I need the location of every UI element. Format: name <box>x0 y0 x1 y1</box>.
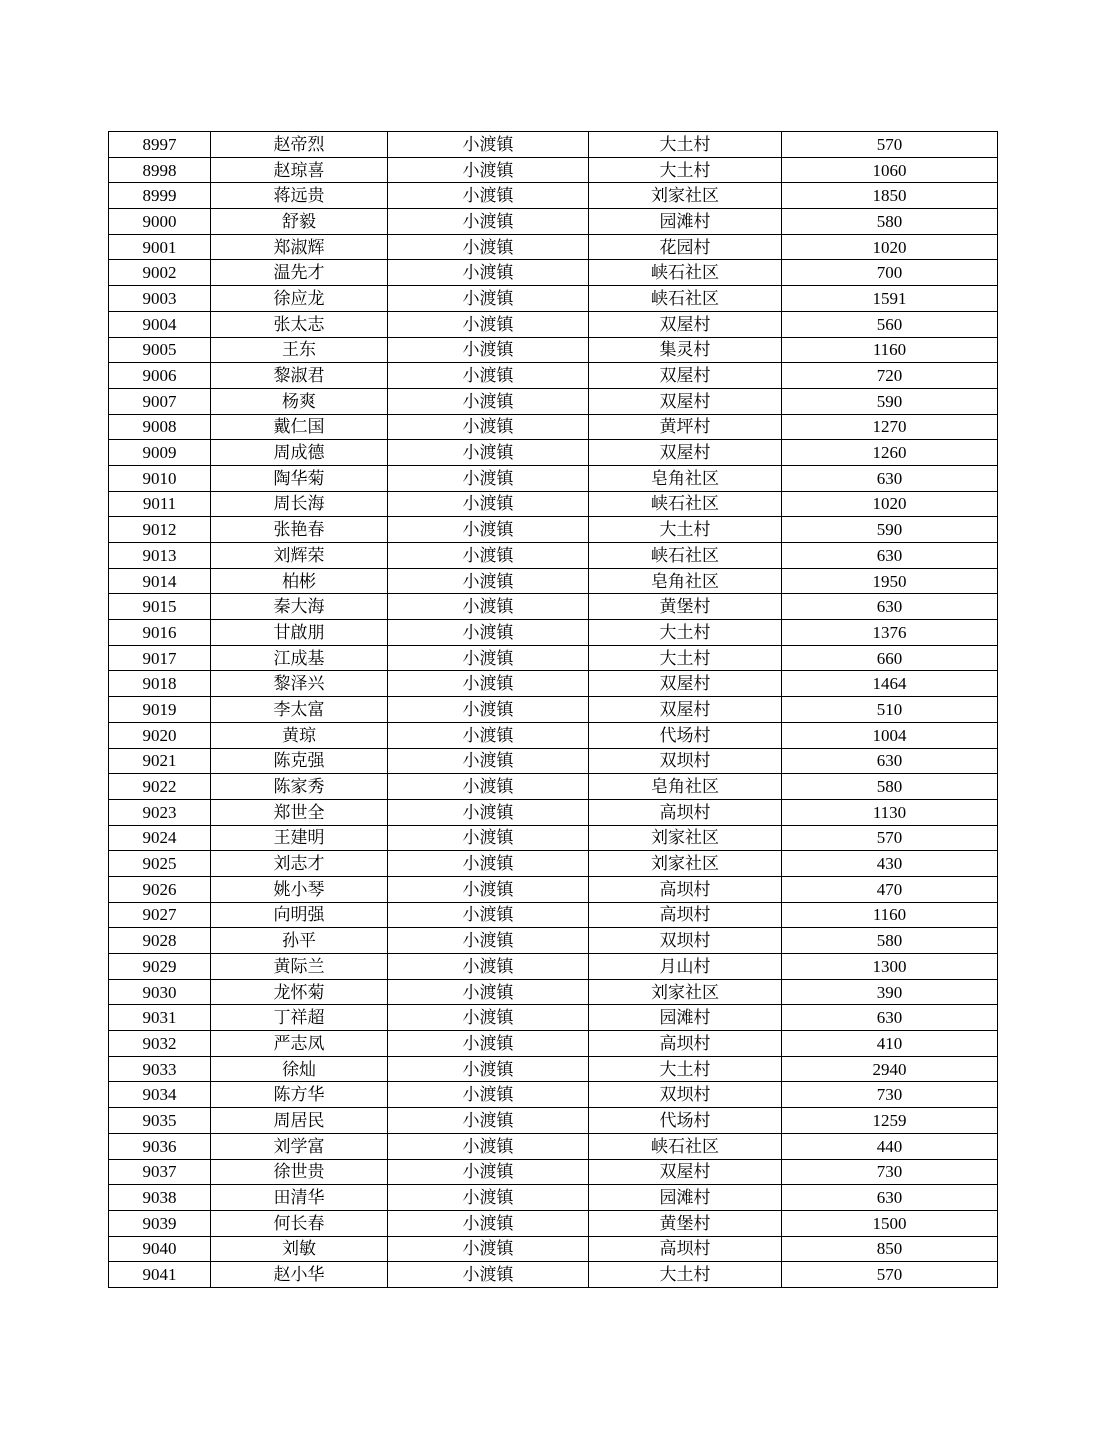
cell-village: 双屋村 <box>589 388 782 414</box>
cell-amount: 580 <box>782 209 998 235</box>
cell-amount: 590 <box>782 517 998 543</box>
cell-village: 双坝村 <box>589 748 782 774</box>
cell-name: 徐应龙 <box>211 286 388 312</box>
table-row <box>109 311 998 337</box>
table-row <box>109 722 998 748</box>
cell-town: 小渡镇 <box>388 543 589 569</box>
table-row <box>109 902 998 928</box>
cell-amount: 630 <box>782 1005 998 1031</box>
cell-village: 双坝村 <box>589 928 782 954</box>
cell-name: 刘敏 <box>211 1236 388 1262</box>
cell-name: 周居民 <box>211 1108 388 1134</box>
cell-town: 小渡镇 <box>388 697 589 723</box>
cell-town: 小渡镇 <box>388 671 589 697</box>
cell-village: 高坝村 <box>589 876 782 902</box>
cell-town: 小渡镇 <box>388 851 589 877</box>
table-row <box>109 517 998 543</box>
cell-town: 小渡镇 <box>388 979 589 1005</box>
cell-name: 周成德 <box>211 440 388 466</box>
cell-amount: 570 <box>782 825 998 851</box>
cell-village: 皂角社区 <box>589 465 782 491</box>
table-row <box>109 1031 998 1057</box>
cell-town: 小渡镇 <box>388 363 589 389</box>
cell-town: 小渡镇 <box>388 337 589 363</box>
cell-amount: 590 <box>782 388 998 414</box>
cell-amount: 700 <box>782 260 998 286</box>
cell-name: 江成基 <box>211 645 388 671</box>
table-row <box>109 851 998 877</box>
cell-id: 9010 <box>109 465 211 491</box>
cell-village: 双屋村 <box>589 363 782 389</box>
cell-town: 小渡镇 <box>388 286 589 312</box>
cell-village: 黄坪村 <box>589 414 782 440</box>
cell-village: 高坝村 <box>589 799 782 825</box>
table-row <box>109 876 998 902</box>
cell-amount: 1060 <box>782 157 998 183</box>
cell-village: 大土村 <box>589 645 782 671</box>
table-row <box>109 594 998 620</box>
cell-town: 小渡镇 <box>388 260 589 286</box>
cell-name: 柏彬 <box>211 568 388 594</box>
cell-name: 何长春 <box>211 1210 388 1236</box>
cell-name: 王建明 <box>211 825 388 851</box>
cell-amount: 660 <box>782 645 998 671</box>
table-row <box>109 157 998 183</box>
cell-amount: 1260 <box>782 440 998 466</box>
table-row <box>109 1159 998 1185</box>
cell-village: 双屋村 <box>589 671 782 697</box>
cell-town: 小渡镇 <box>388 645 589 671</box>
table-row <box>109 671 998 697</box>
cell-amount: 1020 <box>782 491 998 517</box>
cell-name: 丁祥超 <box>211 1005 388 1031</box>
cell-village: 园滩村 <box>589 1185 782 1211</box>
cell-village: 月山村 <box>589 954 782 980</box>
cell-village: 双坝村 <box>589 1082 782 1108</box>
cell-village: 花园村 <box>589 234 782 260</box>
cell-id: 9023 <box>109 799 211 825</box>
cell-amount: 1259 <box>782 1108 998 1134</box>
cell-amount: 1020 <box>782 234 998 260</box>
cell-id: 9014 <box>109 568 211 594</box>
cell-id: 9029 <box>109 954 211 980</box>
table-row <box>109 1056 998 1082</box>
cell-name: 赵帝烈 <box>211 132 388 158</box>
cell-id: 9024 <box>109 825 211 851</box>
table-row <box>109 363 998 389</box>
cell-village: 大土村 <box>589 132 782 158</box>
cell-name: 郑世全 <box>211 799 388 825</box>
cell-town: 小渡镇 <box>388 1133 589 1159</box>
cell-town: 小渡镇 <box>388 876 589 902</box>
cell-village: 双屋村 <box>589 311 782 337</box>
table-row <box>109 465 998 491</box>
cell-amount: 1270 <box>782 414 998 440</box>
cell-amount: 630 <box>782 1185 998 1211</box>
cell-name: 郑淑辉 <box>211 234 388 260</box>
cell-name: 徐世贵 <box>211 1159 388 1185</box>
table-row <box>109 568 998 594</box>
cell-amount: 630 <box>782 594 998 620</box>
cell-town: 小渡镇 <box>388 1056 589 1082</box>
cell-village: 高坝村 <box>589 902 782 928</box>
cell-town: 小渡镇 <box>388 825 589 851</box>
cell-amount: 1160 <box>782 337 998 363</box>
table-row <box>109 1133 998 1159</box>
cell-id: 8998 <box>109 157 211 183</box>
table-row <box>109 697 998 723</box>
cell-amount: 570 <box>782 132 998 158</box>
cell-name: 陈克强 <box>211 748 388 774</box>
cell-town: 小渡镇 <box>388 465 589 491</box>
cell-town: 小渡镇 <box>388 132 589 158</box>
table-row <box>109 620 998 646</box>
cell-name: 龙怀菊 <box>211 979 388 1005</box>
table-row <box>109 1005 998 1031</box>
cell-amount: 1850 <box>782 183 998 209</box>
cell-id: 9035 <box>109 1108 211 1134</box>
cell-id: 9011 <box>109 491 211 517</box>
cell-village: 大土村 <box>589 620 782 646</box>
cell-village: 刘家社区 <box>589 183 782 209</box>
cell-amount: 1300 <box>782 954 998 980</box>
cell-amount: 570 <box>782 1262 998 1288</box>
cell-town: 小渡镇 <box>388 1108 589 1134</box>
cell-amount: 580 <box>782 928 998 954</box>
cell-town: 小渡镇 <box>388 799 589 825</box>
cell-name: 黄际兰 <box>211 954 388 980</box>
records-table-body <box>109 132 998 1288</box>
cell-town: 小渡镇 <box>388 209 589 235</box>
cell-town: 小渡镇 <box>388 1236 589 1262</box>
cell-amount: 1950 <box>782 568 998 594</box>
cell-village: 双屋村 <box>589 697 782 723</box>
table-row <box>109 979 998 1005</box>
cell-village: 黄堡村 <box>589 1210 782 1236</box>
cell-village: 代场村 <box>589 722 782 748</box>
cell-village: 大土村 <box>589 1262 782 1288</box>
records-table <box>108 131 998 1288</box>
cell-town: 小渡镇 <box>388 774 589 800</box>
table-row <box>109 260 998 286</box>
cell-id: 9002 <box>109 260 211 286</box>
cell-id: 9027 <box>109 902 211 928</box>
cell-id: 9021 <box>109 748 211 774</box>
cell-id: 9020 <box>109 722 211 748</box>
table-row <box>109 954 998 980</box>
table-row <box>109 543 998 569</box>
cell-name: 赵小华 <box>211 1262 388 1288</box>
cell-village: 峡石社区 <box>589 543 782 569</box>
cell-id: 9000 <box>109 209 211 235</box>
cell-name: 陈方华 <box>211 1082 388 1108</box>
cell-id: 9032 <box>109 1031 211 1057</box>
cell-name: 严志凤 <box>211 1031 388 1057</box>
cell-name: 刘志才 <box>211 851 388 877</box>
cell-id: 9031 <box>109 1005 211 1031</box>
cell-id: 9008 <box>109 414 211 440</box>
cell-town: 小渡镇 <box>388 1005 589 1031</box>
cell-name: 刘学富 <box>211 1133 388 1159</box>
cell-amount: 390 <box>782 979 998 1005</box>
cell-village: 大土村 <box>589 517 782 543</box>
table-row <box>109 183 998 209</box>
cell-id: 8997 <box>109 132 211 158</box>
table-row <box>109 799 998 825</box>
cell-amount: 630 <box>782 748 998 774</box>
cell-amount: 1004 <box>782 722 998 748</box>
table-row <box>109 234 998 260</box>
cell-id: 9009 <box>109 440 211 466</box>
table-row <box>109 209 998 235</box>
cell-name: 秦大海 <box>211 594 388 620</box>
cell-amount: 730 <box>782 1082 998 1108</box>
cell-id: 9005 <box>109 337 211 363</box>
table-row <box>109 491 998 517</box>
cell-amount: 630 <box>782 465 998 491</box>
cell-id: 9003 <box>109 286 211 312</box>
cell-town: 小渡镇 <box>388 1210 589 1236</box>
table-row <box>109 1262 998 1288</box>
cell-id: 9033 <box>109 1056 211 1082</box>
cell-id: 9038 <box>109 1185 211 1211</box>
cell-name: 黎淑君 <box>211 363 388 389</box>
cell-town: 小渡镇 <box>388 594 589 620</box>
cell-town: 小渡镇 <box>388 928 589 954</box>
cell-amount: 1376 <box>782 620 998 646</box>
cell-name: 黎泽兴 <box>211 671 388 697</box>
cell-village: 园滩村 <box>589 1005 782 1031</box>
table-row <box>109 1236 998 1262</box>
cell-amount: 510 <box>782 697 998 723</box>
cell-name: 张太志 <box>211 311 388 337</box>
cell-village: 峡石社区 <box>589 260 782 286</box>
cell-name: 杨爽 <box>211 388 388 414</box>
cell-village: 大土村 <box>589 1056 782 1082</box>
cell-id: 9004 <box>109 311 211 337</box>
cell-name: 刘辉荣 <box>211 543 388 569</box>
table-row <box>109 825 998 851</box>
cell-amount: 1591 <box>782 286 998 312</box>
cell-id: 9018 <box>109 671 211 697</box>
cell-id: 9025 <box>109 851 211 877</box>
table-row <box>109 748 998 774</box>
cell-amount: 1160 <box>782 902 998 928</box>
cell-id: 9001 <box>109 234 211 260</box>
cell-amount: 720 <box>782 363 998 389</box>
table-row <box>109 440 998 466</box>
cell-town: 小渡镇 <box>388 748 589 774</box>
table-row <box>109 1185 998 1211</box>
cell-town: 小渡镇 <box>388 620 589 646</box>
cell-id: 9037 <box>109 1159 211 1185</box>
cell-name: 陶华菊 <box>211 465 388 491</box>
table-row <box>109 928 998 954</box>
cell-name: 张艳春 <box>211 517 388 543</box>
cell-name: 徐灿 <box>211 1056 388 1082</box>
cell-amount: 1130 <box>782 799 998 825</box>
cell-village: 集灵村 <box>589 337 782 363</box>
cell-id: 9012 <box>109 517 211 543</box>
cell-id: 9016 <box>109 620 211 646</box>
cell-village: 双屋村 <box>589 1159 782 1185</box>
cell-town: 小渡镇 <box>388 414 589 440</box>
cell-village: 刘家社区 <box>589 979 782 1005</box>
cell-name: 赵琼喜 <box>211 157 388 183</box>
cell-name: 向明强 <box>211 902 388 928</box>
cell-town: 小渡镇 <box>388 157 589 183</box>
cell-town: 小渡镇 <box>388 440 589 466</box>
cell-id: 9015 <box>109 594 211 620</box>
cell-village: 皂角社区 <box>589 774 782 800</box>
cell-amount: 2940 <box>782 1056 998 1082</box>
cell-town: 小渡镇 <box>388 1262 589 1288</box>
cell-name: 孙平 <box>211 928 388 954</box>
cell-amount: 850 <box>782 1236 998 1262</box>
cell-amount: 1500 <box>782 1210 998 1236</box>
cell-village: 代场村 <box>589 1108 782 1134</box>
cell-name: 王东 <box>211 337 388 363</box>
cell-town: 小渡镇 <box>388 517 589 543</box>
cell-id: 9007 <box>109 388 211 414</box>
cell-id: 9017 <box>109 645 211 671</box>
cell-id: 9036 <box>109 1133 211 1159</box>
cell-id: 9034 <box>109 1082 211 1108</box>
cell-name: 温先才 <box>211 260 388 286</box>
cell-name: 戴仁国 <box>211 414 388 440</box>
cell-amount: 440 <box>782 1133 998 1159</box>
cell-town: 小渡镇 <box>388 1185 589 1211</box>
cell-village: 皂角社区 <box>589 568 782 594</box>
cell-name: 周长海 <box>211 491 388 517</box>
cell-town: 小渡镇 <box>388 1159 589 1185</box>
cell-town: 小渡镇 <box>388 568 589 594</box>
cell-village: 黄堡村 <box>589 594 782 620</box>
table-row <box>109 337 998 363</box>
cell-amount: 730 <box>782 1159 998 1185</box>
cell-town: 小渡镇 <box>388 491 589 517</box>
table-row <box>109 388 998 414</box>
cell-name: 黄琼 <box>211 722 388 748</box>
cell-id: 9026 <box>109 876 211 902</box>
cell-town: 小渡镇 <box>388 234 589 260</box>
cell-name: 姚小琴 <box>211 876 388 902</box>
records-table-container <box>108 131 998 1288</box>
cell-village: 峡石社区 <box>589 491 782 517</box>
cell-village: 高坝村 <box>589 1031 782 1057</box>
cell-id: 9041 <box>109 1262 211 1288</box>
cell-town: 小渡镇 <box>388 311 589 337</box>
cell-id: 9022 <box>109 774 211 800</box>
cell-name: 陈家秀 <box>211 774 388 800</box>
cell-town: 小渡镇 <box>388 722 589 748</box>
cell-name: 甘啟朋 <box>211 620 388 646</box>
table-row <box>109 286 998 312</box>
cell-name: 李太富 <box>211 697 388 723</box>
cell-amount: 470 <box>782 876 998 902</box>
cell-amount: 1464 <box>782 671 998 697</box>
cell-name: 田清华 <box>211 1185 388 1211</box>
cell-village: 园滩村 <box>589 209 782 235</box>
table-row <box>109 414 998 440</box>
cell-village: 双屋村 <box>589 440 782 466</box>
cell-name: 蒋远贵 <box>211 183 388 209</box>
cell-id: 9006 <box>109 363 211 389</box>
cell-amount: 580 <box>782 774 998 800</box>
cell-amount: 560 <box>782 311 998 337</box>
cell-name: 舒毅 <box>211 209 388 235</box>
cell-village: 大土村 <box>589 157 782 183</box>
cell-id: 9030 <box>109 979 211 1005</box>
cell-id: 9040 <box>109 1236 211 1262</box>
cell-town: 小渡镇 <box>388 1031 589 1057</box>
cell-town: 小渡镇 <box>388 902 589 928</box>
table-row <box>109 1082 998 1108</box>
cell-village: 峡石社区 <box>589 286 782 312</box>
cell-amount: 410 <box>782 1031 998 1057</box>
cell-town: 小渡镇 <box>388 954 589 980</box>
cell-id: 9013 <box>109 543 211 569</box>
table-row <box>109 1210 998 1236</box>
table-row <box>109 774 998 800</box>
cell-amount: 630 <box>782 543 998 569</box>
cell-town: 小渡镇 <box>388 1082 589 1108</box>
cell-village: 峡石社区 <box>589 1133 782 1159</box>
cell-town: 小渡镇 <box>388 388 589 414</box>
cell-id: 9028 <box>109 928 211 954</box>
cell-village: 刘家社区 <box>589 851 782 877</box>
table-row <box>109 645 998 671</box>
cell-village: 高坝村 <box>589 1236 782 1262</box>
table-row <box>109 1108 998 1134</box>
cell-town: 小渡镇 <box>388 183 589 209</box>
cell-id: 9019 <box>109 697 211 723</box>
cell-id: 9039 <box>109 1210 211 1236</box>
cell-village: 刘家社区 <box>589 825 782 851</box>
cell-amount: 430 <box>782 851 998 877</box>
table-row <box>109 132 998 158</box>
cell-id: 8999 <box>109 183 211 209</box>
